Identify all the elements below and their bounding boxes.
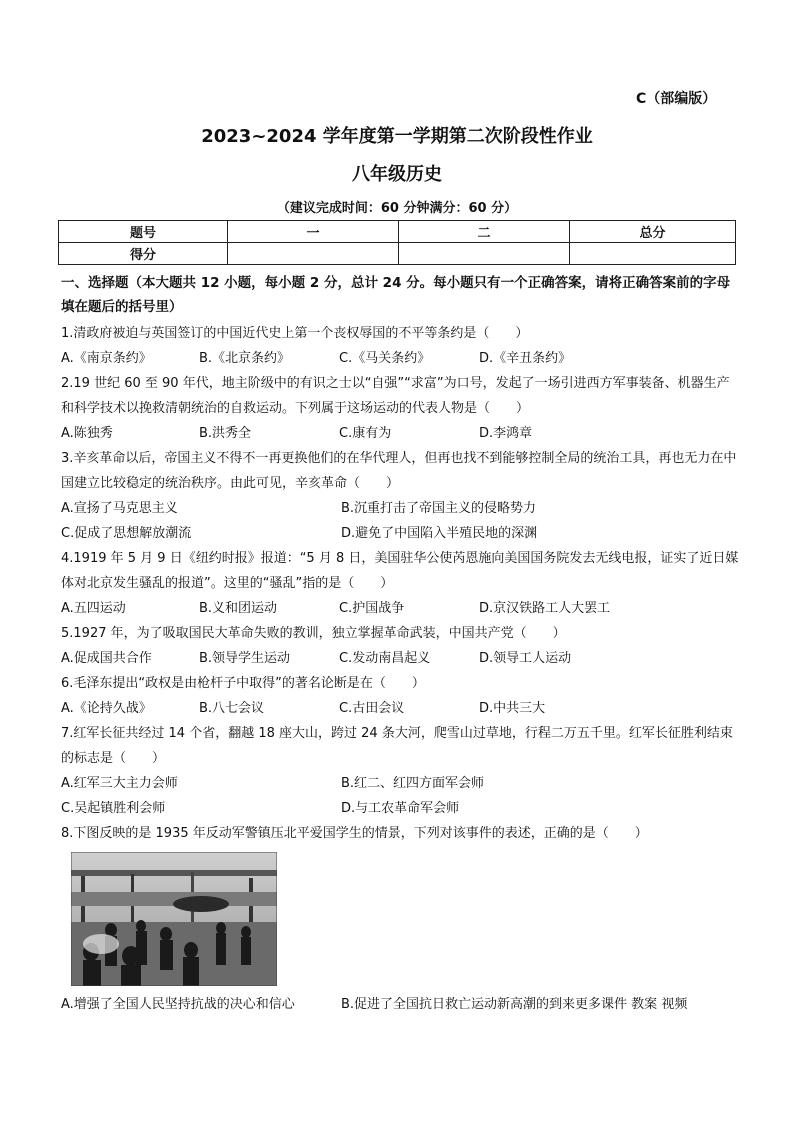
- exam-title: 2023~2024 学年度第一学期第二次阶段性作业: [201, 126, 593, 147]
- question-options: [61, 346, 741, 371]
- question-options: [61, 771, 741, 821]
- exam-content: [61, 271, 741, 1017]
- option-d[interactable]: D.与工农革命军会师: [341, 801, 460, 816]
- score-table-cell[interactable]: [399, 243, 570, 265]
- option-a[interactable]: A.增强了全国人民坚持抗战的决心和信心: [61, 997, 295, 1012]
- score-table: [58, 220, 736, 265]
- option-d[interactable]: D.李鸿章: [479, 426, 533, 441]
- score-table-cell: 二: [399, 221, 570, 243]
- option-c[interactable]: C.康有为: [339, 426, 392, 441]
- question-options: [61, 992, 741, 1017]
- historical-photo: [71, 852, 277, 986]
- question-stem: 6.毛泽东提出“政权是由枪杆子中取得”的著名论断是在（ ）: [61, 676, 425, 691]
- exam-subtitle: 八年级历史: [352, 164, 442, 185]
- option-b[interactable]: B.促进了全国抗日救亡运动新高潮的到来更多课件 教案 视频: [341, 997, 688, 1012]
- option-b[interactable]: B.洪秀全: [199, 426, 252, 441]
- question-4: [61, 546, 741, 621]
- question-options: [61, 421, 741, 446]
- option-d[interactable]: D.中共三大: [479, 701, 546, 716]
- question-6: [61, 671, 741, 721]
- option-d[interactable]: D.避免了中国陷入半殖民地的深渊: [341, 526, 538, 541]
- question-7: [61, 721, 741, 821]
- question-options: [61, 496, 741, 546]
- option-b[interactable]: B.领导学生运动: [199, 651, 291, 666]
- score-table-header-row: [59, 221, 736, 243]
- option-a[interactable]: A.《论持久战》: [61, 701, 152, 716]
- option-a[interactable]: A.《南京条约》: [61, 351, 152, 366]
- time-score-note: （建议完成时间：60 分钟满分：60 分）: [276, 201, 518, 216]
- option-c[interactable]: C.吴起镇胜利会师: [61, 801, 166, 816]
- edition-label: C（部编版）: [636, 91, 717, 107]
- option-a[interactable]: A.促成国共合作: [61, 651, 152, 666]
- option-b[interactable]: B.红二、红四方面军会师: [341, 776, 485, 791]
- option-a[interactable]: A.五四运动: [61, 601, 126, 616]
- question-stem: 2.19 世纪 60 至 90 年代，地主阶级中的有识之士以“自强”“求富”为口号，发起了一场引进西方军事装备、机器生产和科学技术以挽救清朝统治的自救运动。下列属于这场运动的代表人物是（ ）: [61, 376, 730, 416]
- score-table-cell: 一: [228, 221, 399, 243]
- option-d[interactable]: D.《辛丑条约》: [479, 351, 572, 366]
- question-2: [61, 371, 741, 446]
- question-stem: 7.红军长征共经过 14 个省，翻越 18 座大山，跨过 24 条大河，爬雪山过草地，行程二万五千里。红军长征胜利结束的标志是（ ）: [61, 726, 733, 766]
- score-table-cell[interactable]: [228, 243, 399, 265]
- score-table-cell: 得分: [59, 243, 228, 265]
- option-a[interactable]: A.宣扬了马克思主义: [61, 501, 178, 516]
- score-table-cell[interactable]: [570, 243, 736, 265]
- option-c[interactable]: C.《马关条约》: [339, 351, 431, 366]
- question-options: [61, 646, 741, 671]
- option-b[interactable]: B.义和团运动: [199, 601, 278, 616]
- option-c[interactable]: C.促成了思想解放潮流: [61, 526, 192, 541]
- question-stem: 5.1927 年，为了吸取国民大革命失败的教训，独立掌握革命武装，中国共产党（ ）: [61, 626, 566, 641]
- question-1: [61, 321, 741, 371]
- question-options: [61, 696, 741, 721]
- score-table-cell: 题号: [59, 221, 228, 243]
- question-8: [61, 821, 741, 1017]
- option-b[interactable]: B.沉重打击了帝国主义的侵略势力: [341, 501, 537, 516]
- question-3: [61, 446, 741, 546]
- photo-illustration: [71, 852, 277, 986]
- option-b[interactable]: B.八七会议: [199, 701, 265, 716]
- question-options: [61, 596, 741, 621]
- option-a[interactable]: A.陈独秀: [61, 426, 113, 441]
- option-d[interactable]: D.京汉铁路工人大罢工: [479, 601, 611, 616]
- question-stem: 8.下图反映的是 1935 年反动军警镇压北平爱国学生的情景，下列对该事件的表述，正确的是（ ）: [61, 826, 648, 841]
- score-table-cell: 总分: [570, 221, 736, 243]
- option-c[interactable]: C.古田会议: [339, 701, 405, 716]
- question-stem: 1.清政府被迫与英国签订的中国近代史上第一个丧权辱国的不平等条约是（ ）: [61, 326, 529, 341]
- question-stem: 3.辛亥革命以后，帝国主义不得不一再更换他们的在华代理人，但再也找不到能够控制全局的统治工具，再也无力在中国建立比较稳定的统治秩序。由此可见，辛亥革命（ ）: [61, 451, 737, 491]
- option-c[interactable]: C.护国战争: [339, 601, 405, 616]
- option-d[interactable]: D.领导工人运动: [479, 651, 572, 666]
- score-table-score-row: [59, 243, 736, 265]
- option-b[interactable]: B.《北京条约》: [199, 351, 291, 366]
- option-c[interactable]: C.发动南昌起义: [339, 651, 431, 666]
- section-heading: 一、选择题（本大题共 12 小题，每小题 2 分，总计 24 分。每小题只有一个正确答案，请将正确答案前的字母填在题后的括号里）: [61, 275, 731, 315]
- question-stem: 4.1919 年 5 月 9 日《纽约时报》报道：“5 月 8 日，美国驻华公使芮恩施向美国国务院发去无线电报，证实了近日媒体对北京发生骚乱的报道”。这里的“骚乱”指的是（ ）: [61, 551, 739, 591]
- option-a[interactable]: A.红军三大主力会师: [61, 776, 178, 791]
- question-5: [61, 621, 741, 671]
